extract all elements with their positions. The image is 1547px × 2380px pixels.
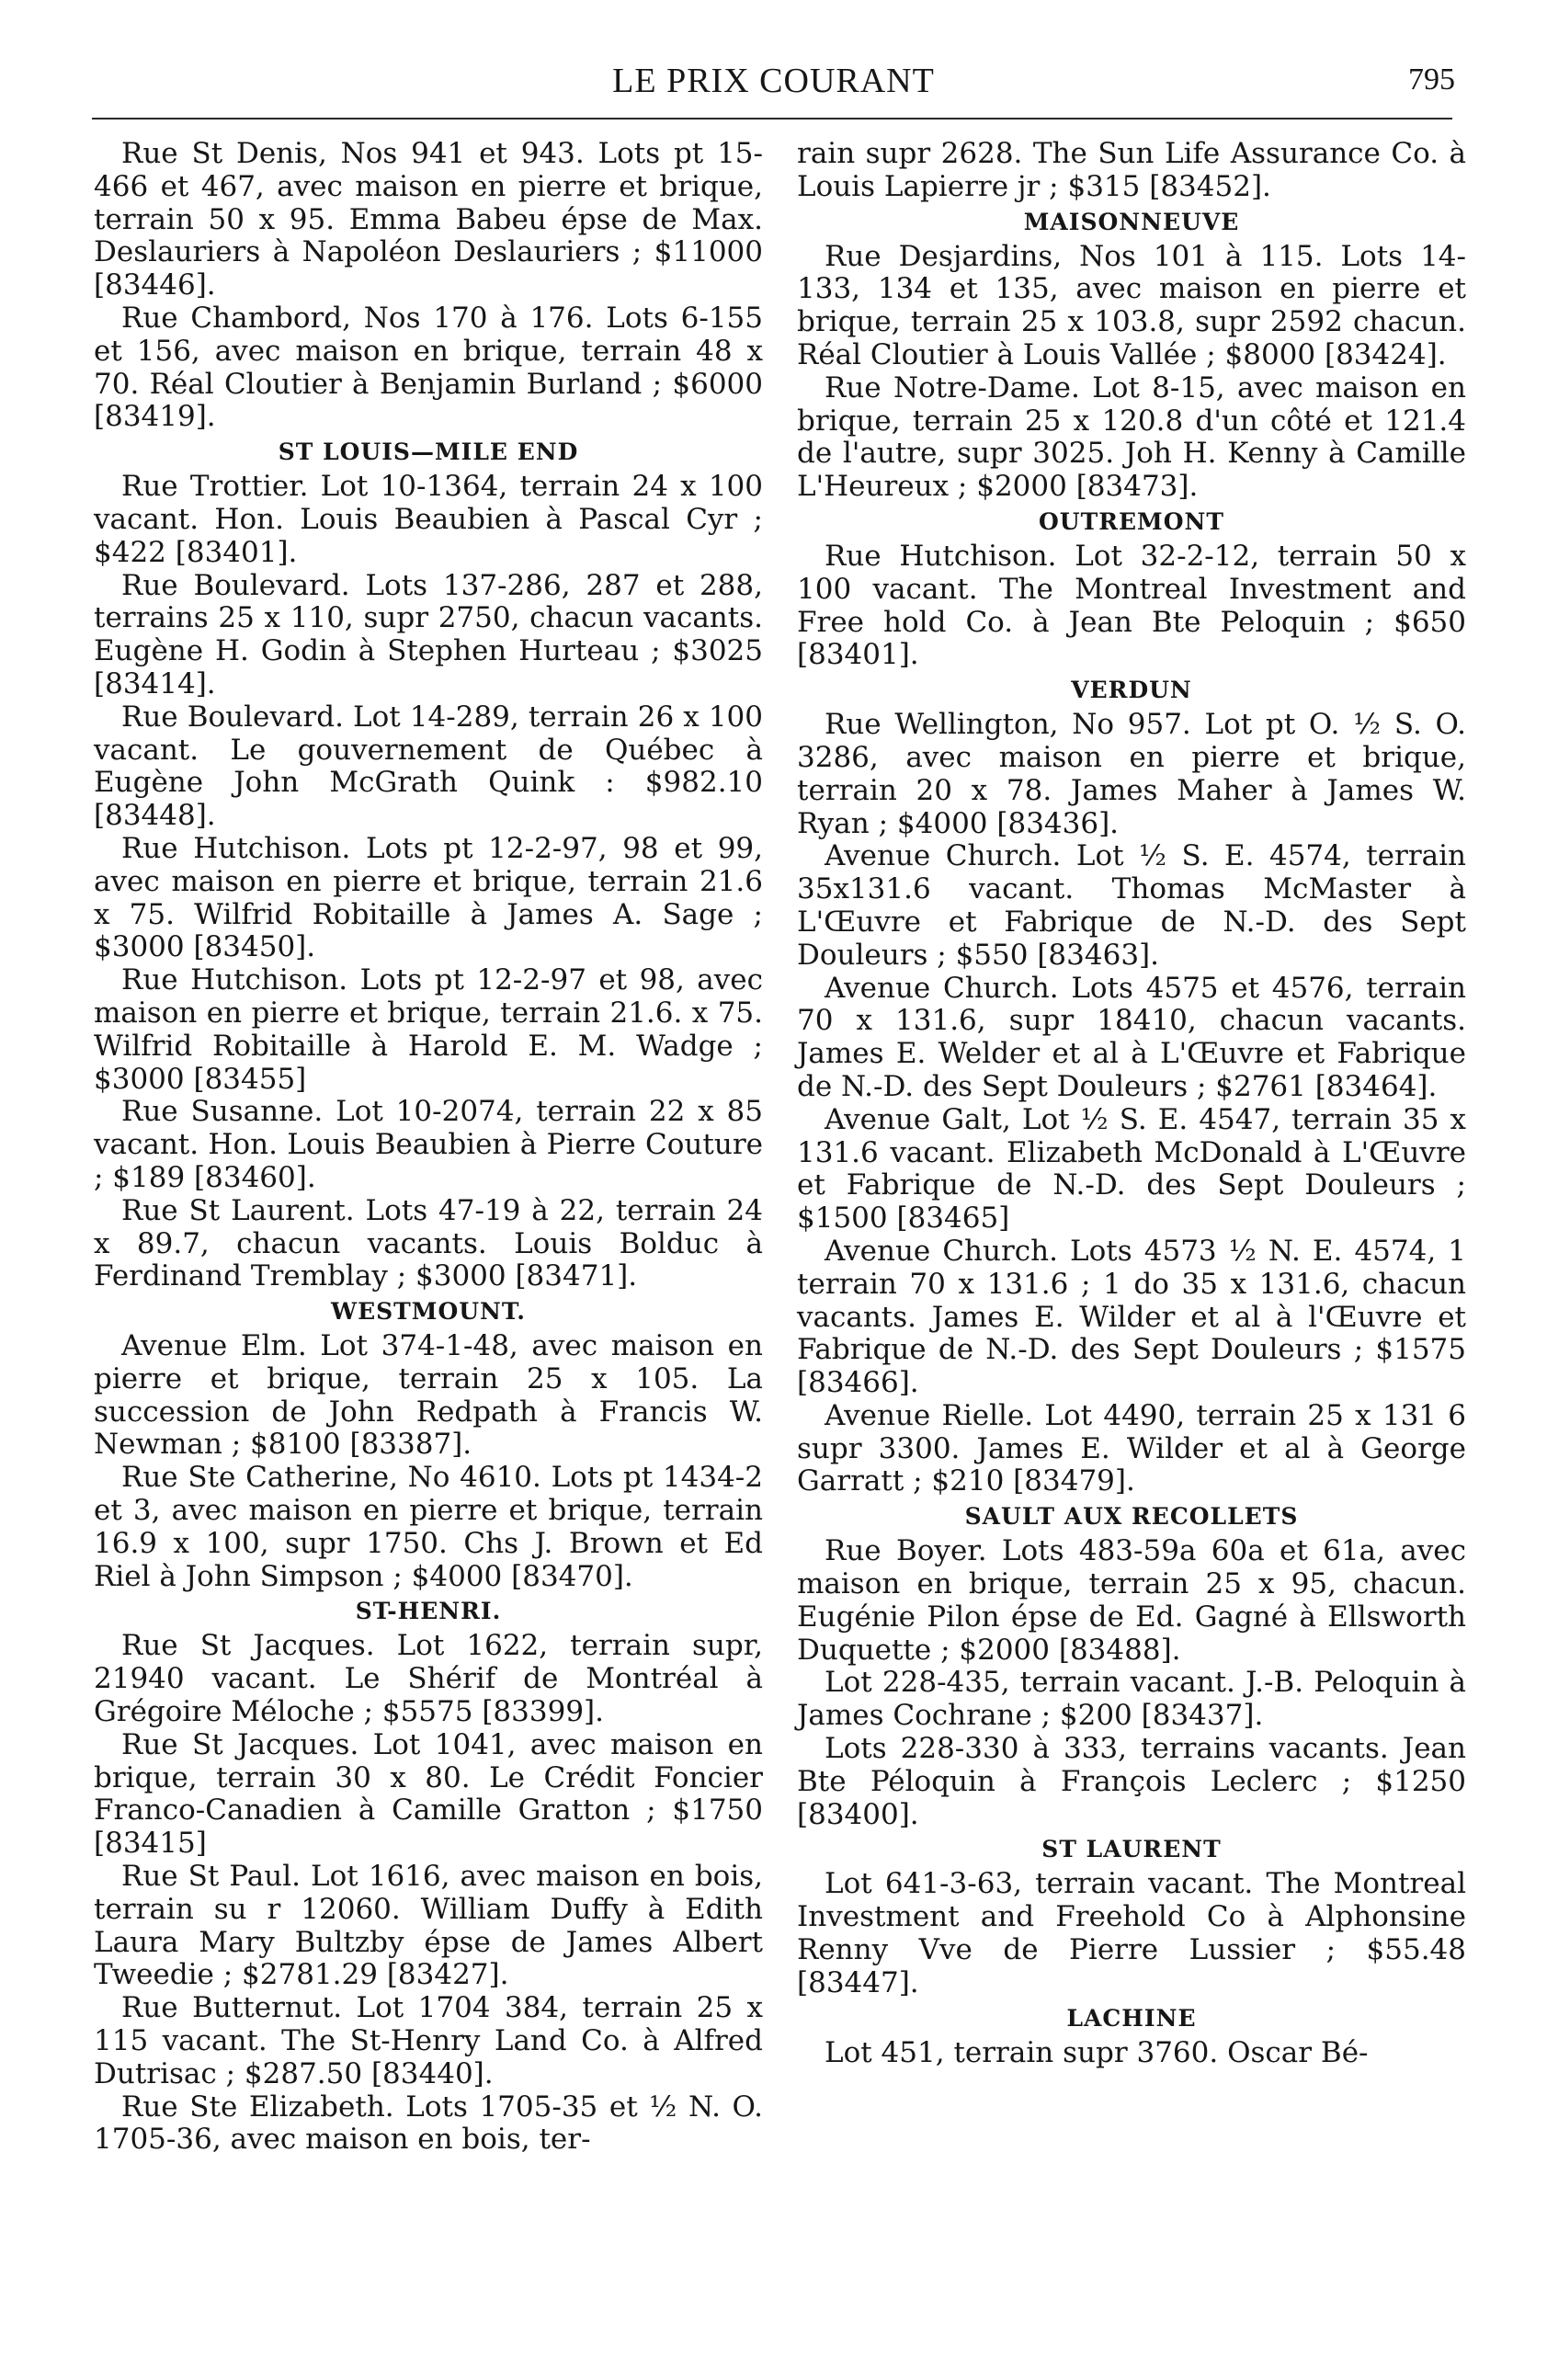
listing-entry: Rue St Jacques. Lot 1622, terrain supr, 21940 vacant. Le Shérif de Montréal à Grégoire Méloche ; $5575 [83399]. xyxy=(94,1629,763,1729)
listing-entry: Avenue Church. Lot ½ S. E. 4574, terrain 35x131.6 vacant. Thomas McMaster à L'Œuvre et Fabrique de N.-D. des Sept Douleurs ; $550 [83463]. xyxy=(797,839,1466,972)
listing-entry: Rue Ste Catherine, No 4610. Lots pt 1434-2 et 3, avec maison en pierre et brique, terrain 16.9 x 100, supr 1750. Chs J. Brown et Ed Riel à John Simpson ; $4000 [83470]. xyxy=(94,1461,763,1593)
section-heading: LACHINE xyxy=(1066,2004,1197,2032)
section-heading: ST-HENRI. xyxy=(355,1598,502,1625)
listing-entry: Rue Susanne. Lot 10-2074, terrain 22 x 85 vacant. Hon. Louis Beaubien à Pierre Couture ; $189 [83460]. xyxy=(94,1095,763,1194)
listing-entry: Rue Ste Elizabeth. Lots 1705-35 et ½ N. O. 1705-36, avec maison en bois, ter- xyxy=(94,2090,763,2157)
section-heading: VERDUN xyxy=(1071,677,1192,704)
listing-continuation: rain supr 2628. The Sun Life Assurance Co. à Louis Lapierre jr ; $315 [83452]. xyxy=(797,137,1466,203)
listing-entry: Lot 228-435, terrain vacant. J.-B. Peloquin à James Cochrane ; $200 [83437]. xyxy=(797,1666,1466,1733)
listing-entry: Lot 641-3-63, terrain vacant. The Montreal Investment and Freehold Co à Alphonsine Renny Vve de Pierre Lussier ; $55.48 [83447]. xyxy=(797,1867,1466,1999)
right-column xyxy=(797,138,1466,2069)
section-heading: ST LOUIS—MILE END xyxy=(278,438,579,466)
listing-entry: Rue Hutchison. Lots pt 12-2-97 et 98, avec maison en pierre et brique, terrain 21.6. x 75. Wilfrid Robitaille à Harold E. M. Wadge ; $3000 [83455] xyxy=(94,963,763,1096)
listing-entry: Rue St Laurent. Lots 47-19 à 22, terrain 24 x 89.7, chacun vacants. Louis Bolduc à Ferdinand Tremblay ; $3000 [83471]. xyxy=(94,1193,763,1293)
section-heading: OUTREMONT xyxy=(1039,507,1224,535)
page-header xyxy=(0,57,1547,112)
listing-entry: Rue St Jacques. Lot 1041, avec maison en brique, terrain 30 x 80. Le Crédit Foncier Franco-Canadien à Camille Gratton ; $1750 [83415] xyxy=(94,1727,763,1861)
header-rule xyxy=(92,118,1452,120)
listing-entry: Rue St Paul. Lot 1616, avec maison en bois, terrain su r 12060. William Duffy à Edith Laura Mary Bultzby épse de James Albert Tweedie ; $2781.29 [83427]. xyxy=(94,1860,763,1992)
listing-entry: Avenue Elm. Lot 374-1-48, avec maison en pierre et brique, terrain 25 x 105. La succession de John Redpath à Francis W. Newman ; $8100 [83387]. xyxy=(94,1329,763,1462)
listing-entry: Avenue Church. Lots 4573 ½ N. E. 4574, 1 terrain 70 x 131.6 ; 1 do 35 x 131.6, chacun vacants. James E. Wilder et al à l'Œuvre et Fabrique de N.-D. des Sept Douleurs ; $1575 [83466]. xyxy=(797,1234,1466,1400)
listing-entry: Rue Wellington, No 957. Lot pt O. ½ S. O. 3286, avec maison en pierre et brique, terrain 20 x 78. James Maher à James W. Ryan ; $4000 [83436]. xyxy=(797,708,1466,840)
listing-entry: Avenue Galt, Lot ½ S. E. 4547, terrain 35 x 131.6 vacant. Elizabeth McDonald à L'Œuvre et Fabrique de N.-D. des Sept Douleurs ; $1500 [83465] xyxy=(797,1102,1466,1236)
listing-entry: Avenue Rielle. Lot 4490, terrain 25 x 131 6 supr 3300. James E. Wilder et al à George Garratt ; $210 [83479]. xyxy=(797,1398,1466,1498)
section-heading: WESTMOUNT. xyxy=(331,1298,526,1326)
listing-entry: Rue Boyer. Lots 483-59a 60a et 61a, avec maison en brique, terrain 25 x 95, chacun. Eugénie Pilon épse de Ed. Gagné à Ellsworth Duquette ; $2000 [83488]. xyxy=(797,1534,1466,1667)
listing-entry: Rue Desjardins, Nos 101 à 115. Lots 14-133, 134 et 135, avec maison en pierre et brique, terrain 25 x 103.8, supr 2592 chacun. Réal Cloutier à Louis Vallée ; $8000 [83424]. xyxy=(797,239,1466,371)
listing-entry: Rue Boulevard. Lots 137-286, 287 et 288, terrains 25 x 110, supr 2750, chacun vacants. Eugène H. Godin à Stephen Hurteau ; $3025 [83414]. xyxy=(94,568,763,700)
listing-entry: Avenue Church. Lots 4575 et 4576, terrain 70 x 131.6, supr 18410, chacun vacants. James E. Welder et al à L'Œuvre et Fabrique de N.-D. des Sept Douleurs ; $2761 [83464]. xyxy=(797,971,1466,1103)
listing-entry: Rue St Denis, Nos 941 et 943. Lots pt 15-466 et 467, avec maison en pierre et brique, terrain 50 x 95. Emma Babeu épse de Max. Deslauriers à Napoléon Deslauriers ; $11000 [83446]. xyxy=(94,137,763,302)
listing-entry: Rue Hutchison. Lots pt 12-2-97, 98 et 99, avec maison en pierre et brique, terrain 21.6 x 75. Wilfrid Robitaille à James A. Sage ; $3000 [83450]. xyxy=(94,831,763,964)
left-column xyxy=(94,138,763,2157)
listing-entry: Rue Boulevard. Lot 14-289, terrain 26 x 100 vacant. Le gouvernement de Québec à Eugène John McGrath Quink : $982.10 [83448]. xyxy=(94,700,763,833)
listing-entry: Rue Notre-Dame. Lot 8-15, avec maison en brique, terrain 25 x 120.8 d'un côté et 121.4 de l'autre, supr 3025. Joh H. Kenny à Camille L'Heureux ; $2000 [83473]. xyxy=(797,370,1466,504)
listing-entry: Lot 451, terrain supr 3760. Oscar Bé- xyxy=(825,2035,1369,2069)
section-heading: MAISONNEUVE xyxy=(1023,208,1240,235)
section-heading: SAULT AUX RECOLLETS xyxy=(964,1503,1299,1531)
listing-entry: Rue Hutchison. Lot 32-2-12, terrain 50 x 100 vacant. The Montreal Investment and Free hold Co. à Jean Bte Peloquin ; $650 [83401]. xyxy=(797,539,1466,672)
listing-entry: Rue Butternut. Lot 1704 384, terrain 25 x 115 vacant. The St-Henry Land Co. à Alfred Dutrisac ; $287.50 [83440]. xyxy=(94,1991,763,2090)
running-title: LE PRIX COURANT xyxy=(612,62,935,100)
listing-entry: Rue Chambord, Nos 170 à 176. Lots 6-155 et 156, avec maison en brique, terrain 48 x 70. Réal Cloutier à Benjamin Burland ; $6000 [83419]. xyxy=(94,301,763,434)
section-heading: ST LAURENT xyxy=(1041,1836,1222,1863)
listing-entry: Rue Trottier. Lot 10-1364, terrain 24 x 100 vacant. Hon. Louis Beaubien à Pascal Cyr ; $422 [83401]. xyxy=(94,470,763,569)
page-number: 795 xyxy=(1408,63,1455,97)
listing-entry: Lots 228-330 à 333, terrains vacants. Jean Bte Péloquin à François Leclerc ; $1250 [83400]. xyxy=(797,1732,1466,1831)
